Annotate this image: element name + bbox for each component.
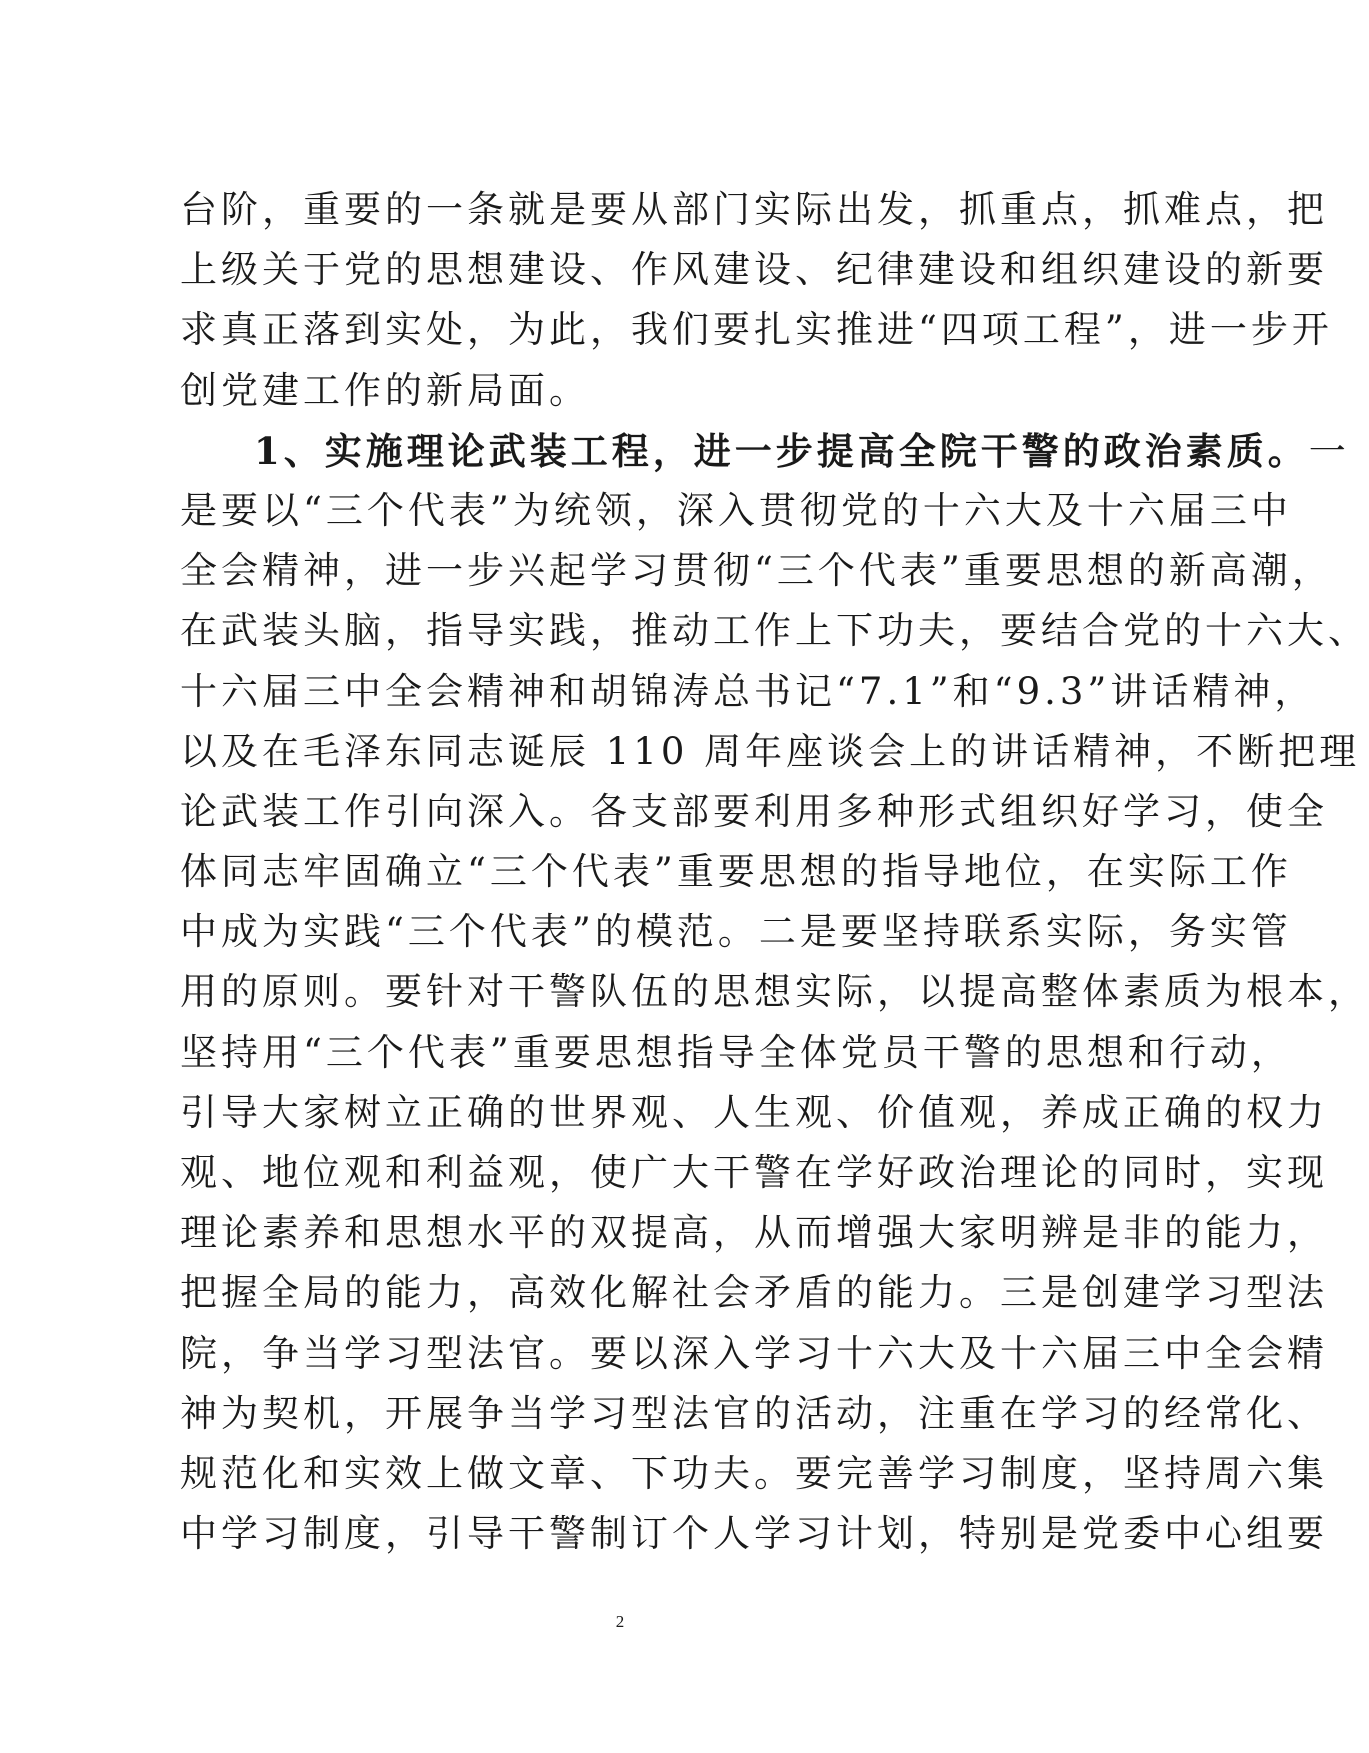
text-line: 求真正落到实处，为此，我们要扎实推进“四项工程”，进一步开 bbox=[180, 308, 1333, 352]
text-line: 上级关于党的思想建设、作风建设、纪律建设和组织建设的新要 bbox=[180, 248, 1328, 292]
paragraph-1 bbox=[180, 180, 1333, 421]
text-line: 中成为实践“三个代表”的模范。二是要坚持联系实际，务实管 bbox=[180, 910, 1292, 954]
document-body bbox=[180, 180, 1369, 1564]
text-line: 中学习制度，引导干警制订个人学习计划，特别是党委中心组要 bbox=[180, 1512, 1328, 1556]
text-line: 是要以“三个代表”为统领，深入贯彻党的十六大及十六届三中 bbox=[180, 488, 1292, 532]
text-line: 规范化和实效上做文章、下功夫。要完善学习制度，坚持周六集 bbox=[180, 1451, 1328, 1495]
text-line: 引导大家树立正确的世界观、人生观、价值观，养成正确的权力 bbox=[180, 1090, 1328, 1134]
text-line: 用的原则。要针对干警队伍的思想实际，以提高整体素质为根本， bbox=[180, 970, 1369, 1014]
text-line: 全会精神，进一步兴起学习贯彻“三个代表”重要思想的新高潮， bbox=[180, 549, 1333, 593]
text-line bbox=[180, 421, 1350, 481]
text-line: 把握全局的能力，高效化解社会矛盾的能力。三是创建学习型法 bbox=[180, 1271, 1328, 1315]
text-run: 一 bbox=[1308, 429, 1350, 473]
text-line: 院，争当学习型法官。要以深入学习十六大及十六届三中全会精 bbox=[180, 1331, 1328, 1375]
text-line: 以及在毛泽东同志诞辰 110 周年座谈会上的讲话精神，不断把理 bbox=[180, 729, 1361, 773]
text-line: 体同志牢固确立“三个代表”重要思想的指导地位，在实际工作 bbox=[180, 850, 1292, 894]
text-line: 论武装工作引向深入。各支部要利用多种形式组织好学习，使全 bbox=[180, 789, 1328, 833]
text-line: 坚持用“三个代表”重要思想指导全体党员干警的思想和行动， bbox=[180, 1030, 1292, 1074]
text-line: 十六届三中全会精神和胡锦涛总书记“7.1”和“9.3”讲话精神， bbox=[180, 669, 1316, 713]
text-line: 观、地位观和利益观，使广大干警在学好政治理论的同时，实现 bbox=[180, 1151, 1328, 1194]
text-line: 神为契机，开展争当学习型法官的活动，注重在学习的经常化、 bbox=[180, 1391, 1328, 1435]
text-line: 台阶，重要的一条就是要从部门实际出发，抓重点，抓难点，把 bbox=[180, 188, 1328, 231]
text-line: 在武装头脑，指导实践，推动工作上下功夫，要结合党的十六大、 bbox=[180, 609, 1369, 653]
section-heading: 1、实施理论武装工程，进一步提高全院干警的政治素质。 bbox=[254, 428, 1309, 473]
text-line: 创党建工作的新局面。 bbox=[180, 368, 590, 412]
page-number: 2 bbox=[615, 1612, 625, 1631]
paragraph-2 bbox=[180, 421, 1369, 1565]
text-line: 理论素养和思想水平的双提高，从而增强大家明辨是非的能力， bbox=[180, 1211, 1328, 1255]
